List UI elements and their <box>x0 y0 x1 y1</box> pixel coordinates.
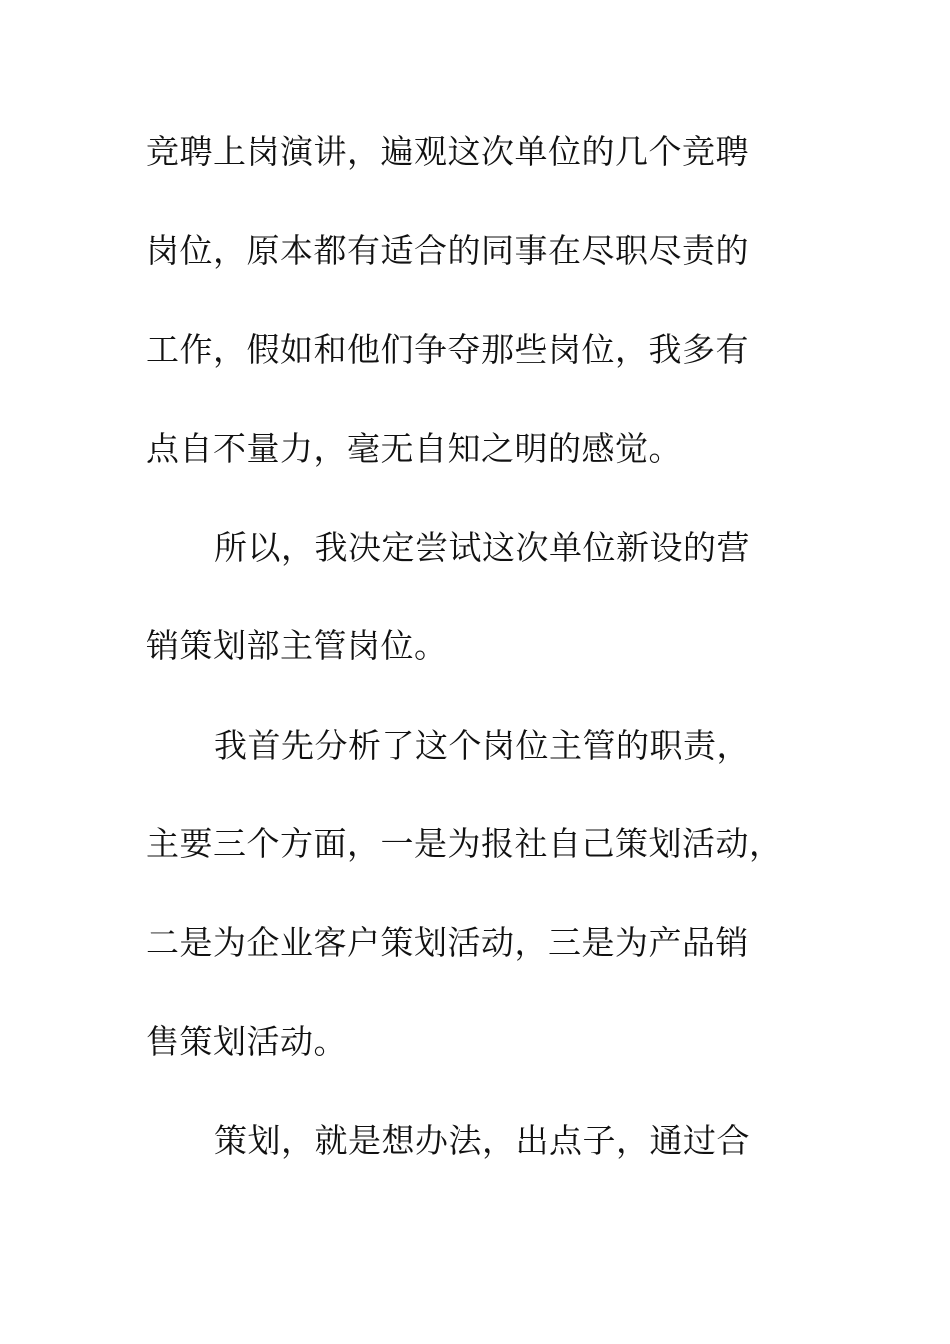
text-line: 点自不量力，毫无自知之明的感觉。 <box>146 429 682 468</box>
text-line: 工作，假如和他们争夺那些岗位，我多有 <box>146 330 749 369</box>
paragraph-first-line: 策划，就是想办法，出点子，通过合 <box>214 1121 750 1160</box>
text-line: 售策划活动。 <box>146 1022 347 1061</box>
text-line: 销策划部主管岗位。 <box>146 626 448 665</box>
text-line: 竞聘上岗演讲，遍观这次单位的几个竞聘 <box>146 132 749 171</box>
text-line: 岗位，原本都有适合的同事在尽职尽责的 <box>146 231 749 270</box>
paragraph-first-line: 所以，我决定尝试这次单位新设的营 <box>214 528 750 567</box>
paragraph-first-line: 我首先分析了这个岗位主管的职责， <box>214 726 750 765</box>
text-line: 主要三个方面，一是为报社自己策划活动， <box>146 824 783 863</box>
text-line: 二是为企业客户策划活动，三是为产品销 <box>146 923 749 962</box>
